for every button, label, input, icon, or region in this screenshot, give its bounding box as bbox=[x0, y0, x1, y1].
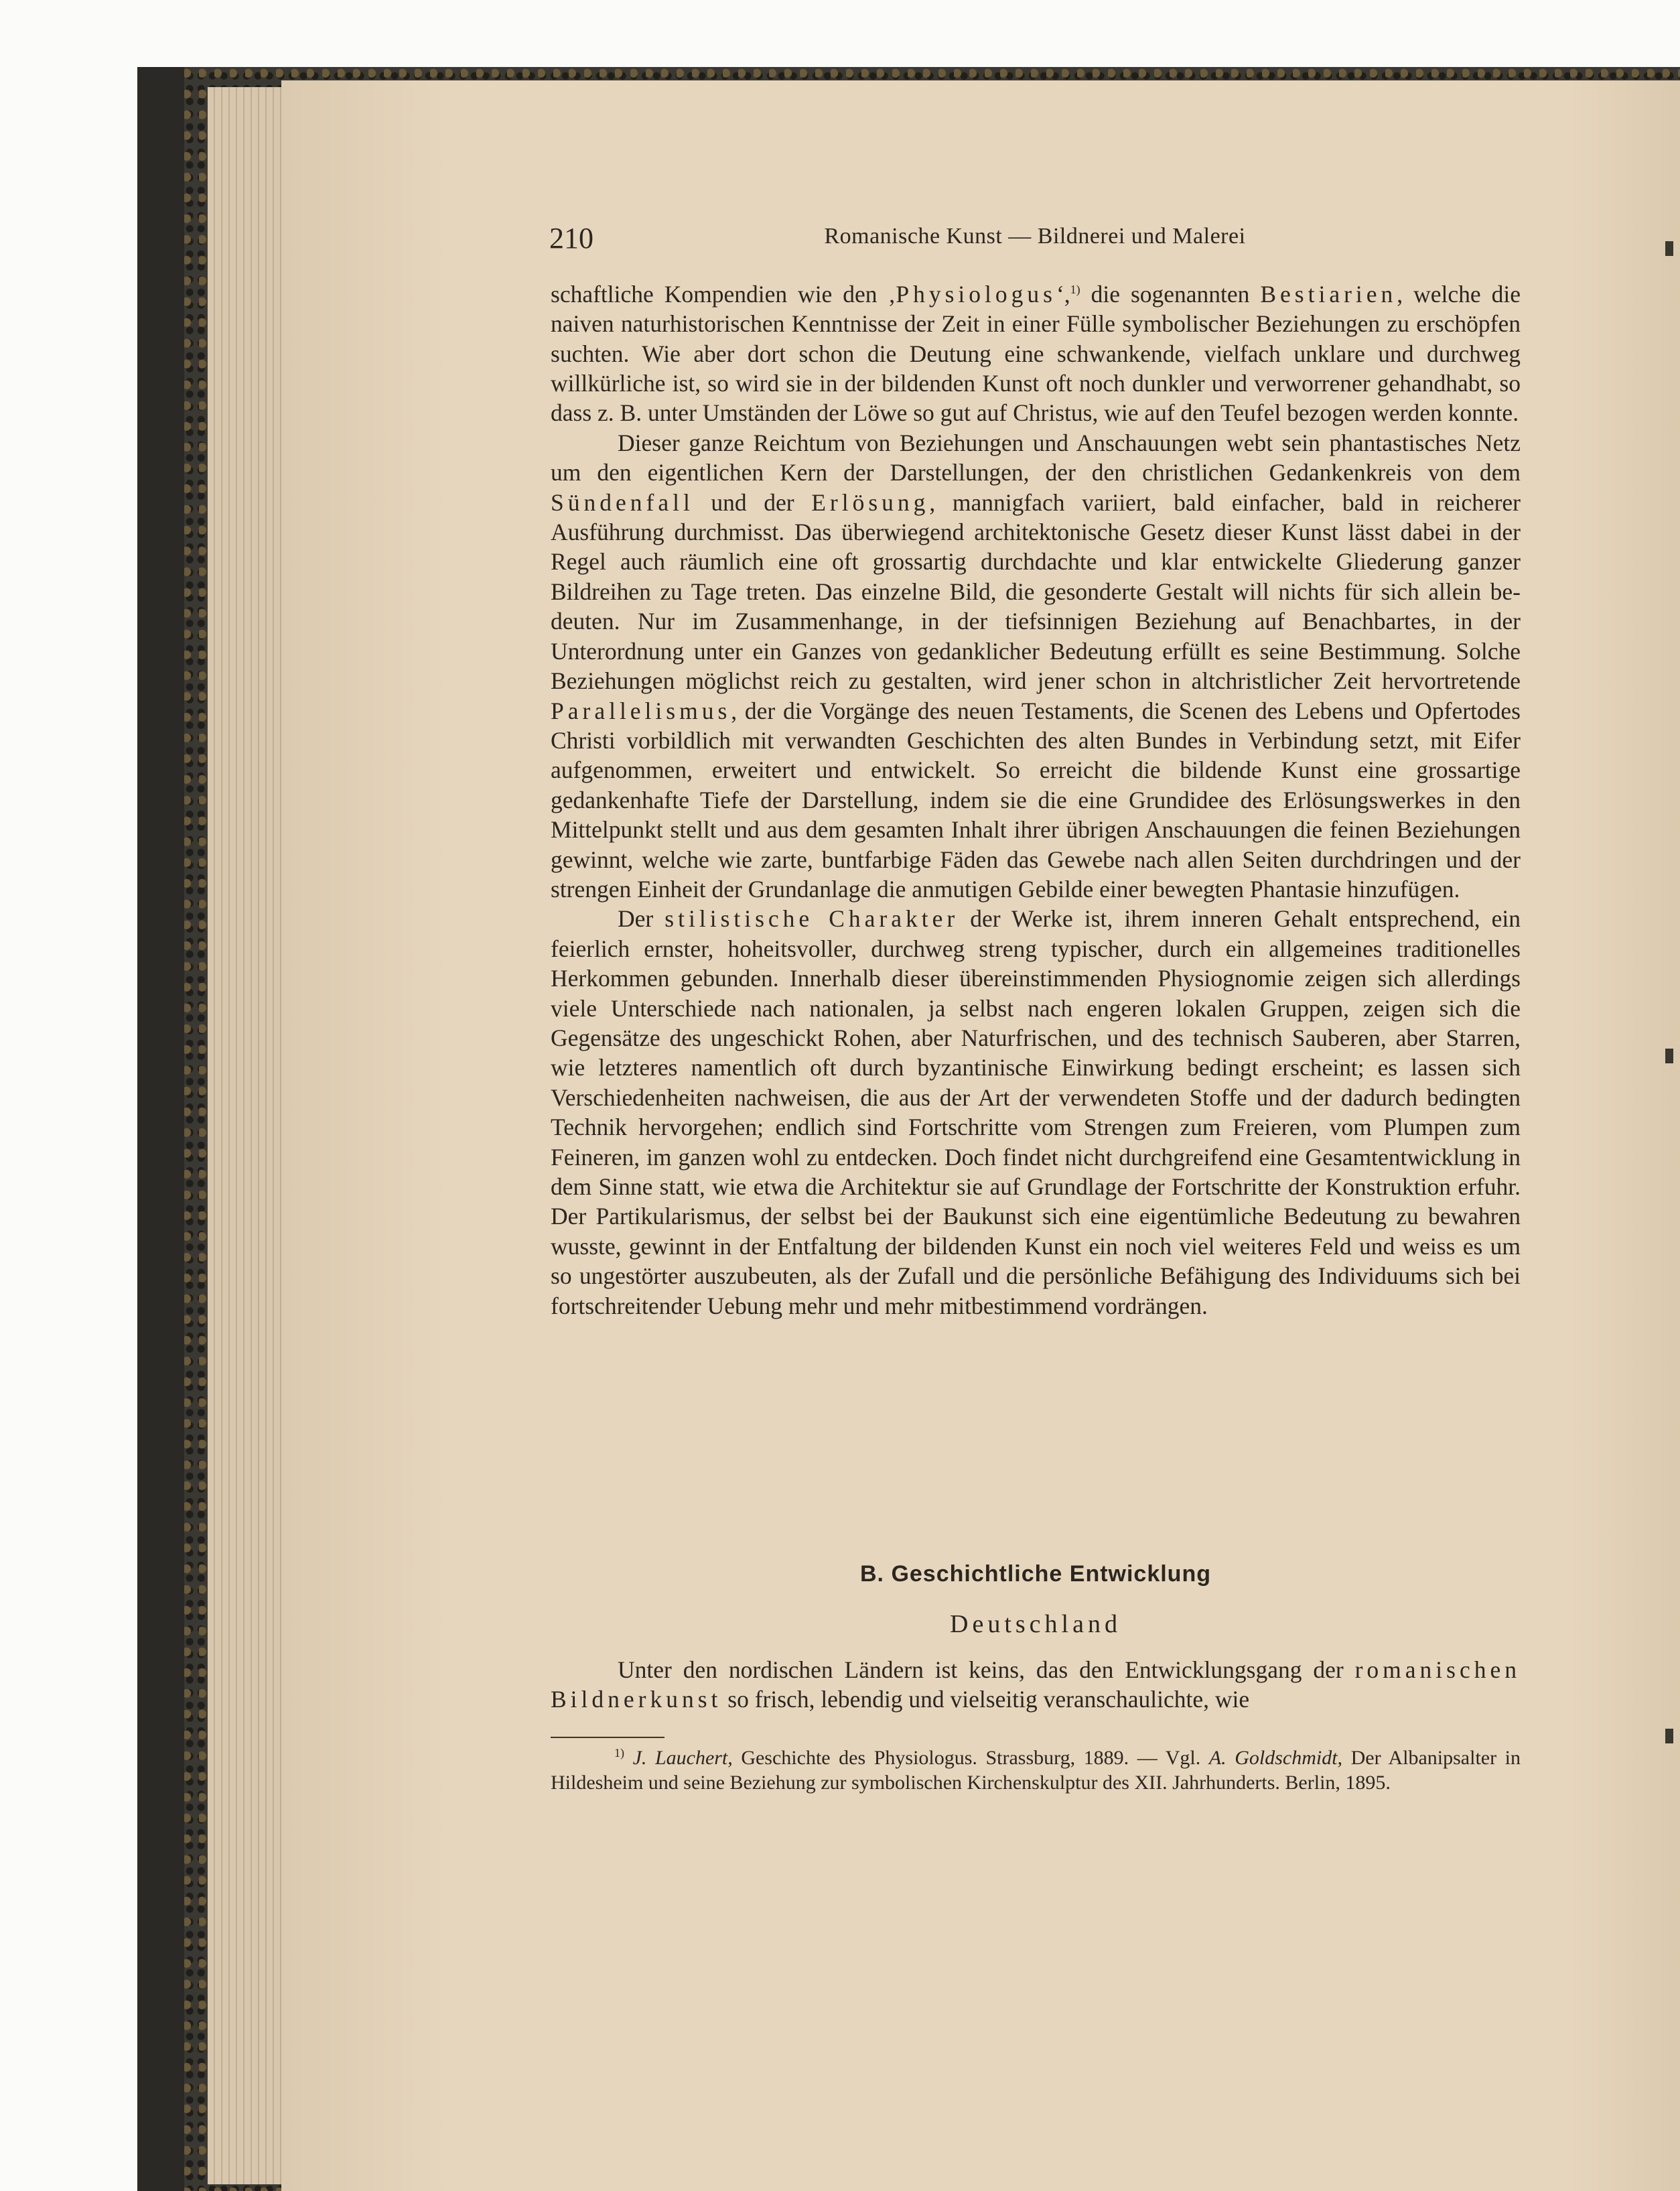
running-title: Romanische Kunst — Bildnerei und Malerei bbox=[824, 224, 1246, 249]
text-run: , mannigfach variiert, bald einfacher, bald in reicherer Ausführung durchmisst. Das überwiegend architektonische Gesetz dieser Kunst lässt dabei in der Regel auch räumlich eine oft grossartig durchdachte und klar entwickelte Gliederung ganzer Bildreihen zu Tage treten. Das einzelne Bild, die gesonderte Gestalt will nichts für sich allein bedeuten. Nur im Zusammenhange, in der tiefsinnigen Beziehung auf Benachbartes, in der Unterordnung unter ein Ganzes von gedanklicher Bedeutung erfüllt es seine Bestimmung. Solche Beziehungen möglichst reich zu gestalten, wird jener schon in altchristlicher Zeit hervortretende bbox=[551, 488, 1521, 695]
footnote bbox=[551, 1741, 1521, 1795]
emphasis: Bestiarien bbox=[1260, 280, 1397, 308]
footnote-text: Der Albanipsalter in Hildesheim und seine Beziehung zur symbolischen Kirchenskulptur des XII. Jahrhunderts. Berlin, 1895. bbox=[551, 1747, 1521, 1794]
emphasis: Physiologus bbox=[896, 280, 1056, 308]
text-run: so frisch, lebendig und vielseitig veranschaulichte, wie bbox=[721, 1686, 1250, 1713]
page-marker bbox=[1665, 1049, 1673, 1063]
emphasis: romanischen Bildnerkunst bbox=[551, 1656, 1521, 1713]
main-text bbox=[551, 275, 1521, 1321]
subsection-heading: Deutschland bbox=[950, 1610, 1121, 1638]
book-cover-edge bbox=[137, 67, 184, 2191]
page-marker bbox=[1665, 241, 1673, 256]
paragraph bbox=[551, 428, 1521, 905]
emphasis: stilistische Charakter bbox=[664, 905, 959, 933]
paragraph bbox=[551, 904, 1521, 1321]
text-run: schaftliche Kompendien wie den ‚ bbox=[551, 280, 896, 308]
section-heading: B. Geschichtliche Entwicklung bbox=[860, 1561, 1211, 1587]
emphasis: Erlösung bbox=[811, 488, 930, 516]
footnote-author: A. Goldschmidt, bbox=[1208, 1747, 1343, 1769]
text-run: Unter den nordischen Ländern ist keins, das den Entwicklungsgang der bbox=[618, 1656, 1355, 1683]
paragraph bbox=[551, 1655, 1521, 1715]
footnote-text: Geschichte des Physiologus. Strassburg, 1889. — Vgl. bbox=[732, 1747, 1209, 1769]
text-run: die sogenannten bbox=[1080, 280, 1261, 308]
footnote-author: J. Lauchert, bbox=[632, 1747, 733, 1769]
text-run: Der bbox=[618, 905, 665, 933]
page-marker bbox=[1665, 1729, 1673, 1743]
text-run: , welche die naiven naturhistorischen Kenntnisse der Zeit in einer Fülle symbolischer Beziehungen zu erschöpfen suchten. Wie aber dort schon die Deutung eine schwankende, vielfach unklare und durchweg willkürliche ist, so wird sie in der bildenden Kunst oft noch dunkler und verworrener gehandhabt, so dass z. B. unter Umständen der Löwe so gut auf Christus, wie auf den Teufel bezogen werden konnte. bbox=[551, 280, 1521, 427]
main-text-continued bbox=[551, 1655, 1521, 1715]
text-run: , der die Vorgänge des neuen Testaments, die Scenen des Lebens und Opfertodes Christi vorbildlich mit verwandten Geschichten des alten Bundes in Verbindung setzt, mit Eifer aufgenommen, erweitert und entwickelt. So erreicht die bildende Kunst eine grossartige gedankenhafte Tiefe der Darstellung, indem sie die eine Grundidee des Erlösungswerkes in den Mittelpunkt stellt und aus dem gesamten Inhalt ihrer übrigen Anschauungen die feinen Beziehungen gewinnt, welche wie zarte, buntfarbige Fäden das Gewebe nach allen Seiten durchdringen und der strengen Einheit der Grundanlage die anmutigen Gebilde einer bewegten Phantasie hinzufügen. bbox=[551, 697, 1521, 903]
text-run: und der bbox=[693, 488, 812, 516]
text-run: ‘, bbox=[1056, 280, 1070, 308]
page-number: 210 bbox=[549, 222, 593, 255]
footnote-ref: 1) bbox=[1070, 283, 1080, 296]
text-run: Dieser ganze Reichtum von Beziehungen und Anschauungen webt sein phantastisches Netz um den eigentlichen Kern der Darstellungen, der den christlichen Gedankenkreis von dem bbox=[551, 429, 1521, 486]
paragraph bbox=[551, 275, 1521, 428]
footnote-rule bbox=[551, 1737, 664, 1738]
footnote-mark: 1) bbox=[614, 1746, 624, 1760]
emphasis: Parallelismus bbox=[551, 697, 731, 724]
page-header bbox=[549, 221, 1521, 261]
emphasis: Sündenfall bbox=[551, 488, 694, 516]
text-run: der Werke ist, ihrem inneren Gehalt entsprechend, ein feierlich ernster, hoheitsvoller, durchweg streng typischer, durch ein allgemeines traditionelles Herkommen gebunden. Innerhalb dieser übereinstimmenden Physiognomie zeigen sich allerdings viele Unterschiede nach nationalen, ja selbst nach engeren lokalen Gruppen, zeigen sich die Gegensätze des ungeschickt Rohen, aber Naturfrischen, und des technisch Sauberen, aber Starren, wie letzteres namentlich oft durch byzantinische Einwirkung bedingt erscheint; es lassen sich Verschiedenheiten nachweisen, die aus der Art der verwendeten Stoffe und der dadurch bedingten Technik hervorgehen; endlich sind Fortschritte vom Strengen zum Freieren, vom Plumpen zum Feineren, im ganzen wohl zu entdecken. Doch findet nicht durchgreifend eine Gesamtentwicklung in dem Sinne statt, wie etwa die Architektur sie auf Grundlage der Fortschritte der Konstruktion erfuhr. Der Partikularismus, der selbst bei der Baukunst sich eine eigentümliche Bedeutung zu bewahren wusste, gewinnt in der Entfaltung der bildenden Kunst ein noch viel weiteres Feld und weiss es um so ungestörter auszubeuten, als der Zufall und die persönliche Befähigung des Individuums sich bei fortschreitender Uebung mehr und mehr mitbestimmend vordrängen. bbox=[551, 905, 1521, 1319]
